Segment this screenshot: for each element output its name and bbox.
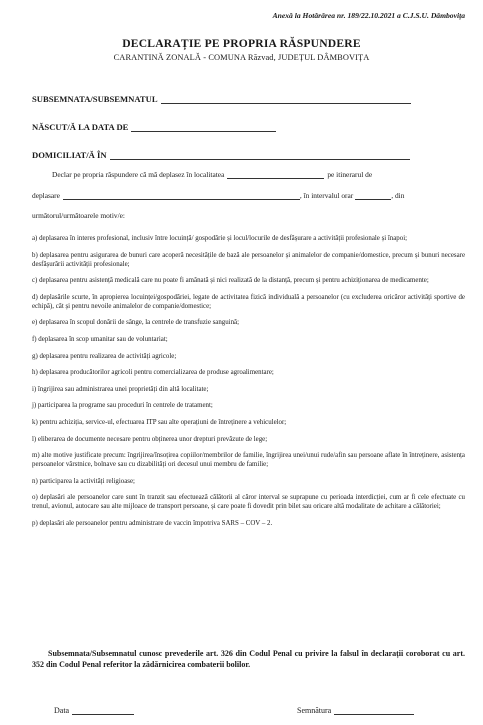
intro-text-5: , din [391,191,405,200]
name-label: SUBSEMNATA/SUBSEMNATUL [32,94,158,104]
intro-text-3: deplasare [32,191,60,200]
signature-field [297,706,414,715]
intro-text-2: pe itinerarul de [327,170,373,179]
birthdate-blank-line[interactable] [131,122,276,132]
time-interval-blank-line[interactable] [355,191,391,200]
reason-item: p) deplasări ale persoanelor pentru administrare de vaccin împotriva SARS – COV – 2. [32,519,273,527]
address-label: DOMICILIAT/Ă ÎN [32,150,107,160]
intro-text-4: , în intervalul orar [299,191,354,200]
reason-item: j) participarea la programe sau proceduri în centrele de tratament; [32,402,213,410]
legal-statement: Subsemnata/Subsemnatul cunosc prevederile art. 326 din Codul Penal cu privire la falsul în declarații coroborat cu art. 352 din Codul Penal referitor la zădărnicirea combaterii bolilor. [32,649,465,669]
reason-item: o) deplasări ale persoanelor care sunt în tranzit sau efectuează călătorii al căror interval se suprapune cu perioada interdicției, cum ar fi cele efectuate cu trenul, avionul, autocare sau alte mijloace de transport persoane, și care poate fi dovedit prin bilet sau oricare altă modalitate de achitare a călătoriei; [32,494,465,511]
name-field [32,94,411,104]
reasons-list [32,234,465,536]
intro-text-6: următorul/următoarele motiv/e: [32,211,125,220]
intro-line-3 [32,211,465,220]
reason-item: h) deplasarea producătorilor agricoli pentru comercializarea de produse agroalimentare; [32,369,274,377]
address-blank-line[interactable] [110,150,410,160]
document-subtitle: CARANTINĂ ZONALĂ - COMUNA Răzvad, JUDEȚUL DÂMBOVIȚA [113,53,370,62]
reason-item: a) deplasarea în interes profesional, inclusiv între locuință/ gospodărie și locul/locurile de desfășurare a activității profesionale și înapoi; [32,235,408,242]
reason-item: k) pentru achiziția, service-ul, efectuarea ITP sau alte operațiuni de întreținere a vehiculelor; [32,418,287,426]
intro-line-2 [32,191,465,200]
intro-line-1 [52,170,465,179]
reason-item: n) participarea la activități religioase; [32,477,135,485]
signature-label: Semnătura [297,706,332,715]
signature-blank-line[interactable] [334,706,414,715]
reason-item: c) deplasarea pentru asistență medicală care nu poate fi amânată și nici realizată de la distanță, precum și pentru achiziționarea de medicamente; [32,277,429,285]
reason-item: l) eliberarea de documente necesare pentru obținerea unor drepturi prevăzute de lege; [32,435,268,443]
name-blank-line[interactable] [161,94,411,104]
date-blank-line[interactable] [72,706,134,715]
reason-item: i) îngrijirea sau administrarea unei proprietăți din altă localitate; [32,385,209,393]
date-label: Data [54,706,70,715]
reason-item: m) alte motive justificate precum: îngrijirea/însoțirea copiilor/membrilor de familie, îngrijirea unei/unui rude/afin sau persoane aflate în întreținere, asistența persoanelor vârstnice, bolnave sau cu dizabilități ori decesul unui membru de familie; [32,452,465,469]
date-signature-field [54,706,134,715]
birthdate-label: NĂSCUT/Ă LA DATA DE [32,122,129,132]
reason-item: g) deplasarea pentru realizarea de activități agricole; [32,352,177,360]
address-field [32,150,410,160]
reason-item: f) deplasarea în scop umanitar sau de voluntariat; [32,335,168,343]
document-title: DECLARAȚIE PE PROPRIA RĂSPUNDERE [122,37,361,50]
itinerary-blank-line[interactable] [63,191,300,200]
locality-blank-line[interactable] [227,170,324,179]
reason-item: e) deplasarea în scopul donării de sânge, la centrele de transfuzie sanguină; [32,319,240,327]
reason-item: d) deplasările scurte, în apropierea locuinței/gospodăriei, legate de activitatea fizică individuală a persoanelor (cu excluderea oricăror activități sportive de echipă), cât și pentru nevoile animalelor de companie/domestice; [32,293,465,310]
annex-reference: Anexă la Hotărârea nr. 189/22.10.2021 a C.J.S.U. Dâmbovița [272,11,465,20]
birthdate-field [32,122,276,132]
intro-text-1: Declar pe propria răspundere că mă deplasez în localitatea [52,170,225,179]
reason-item: b) deplasarea pentru asigurarea de bunuri care acoperă necesitățile de bază ale persoanelor și animalelor de companie/domestice, precum și bunuri necesare desfășurării activității profesionale; [32,251,465,268]
